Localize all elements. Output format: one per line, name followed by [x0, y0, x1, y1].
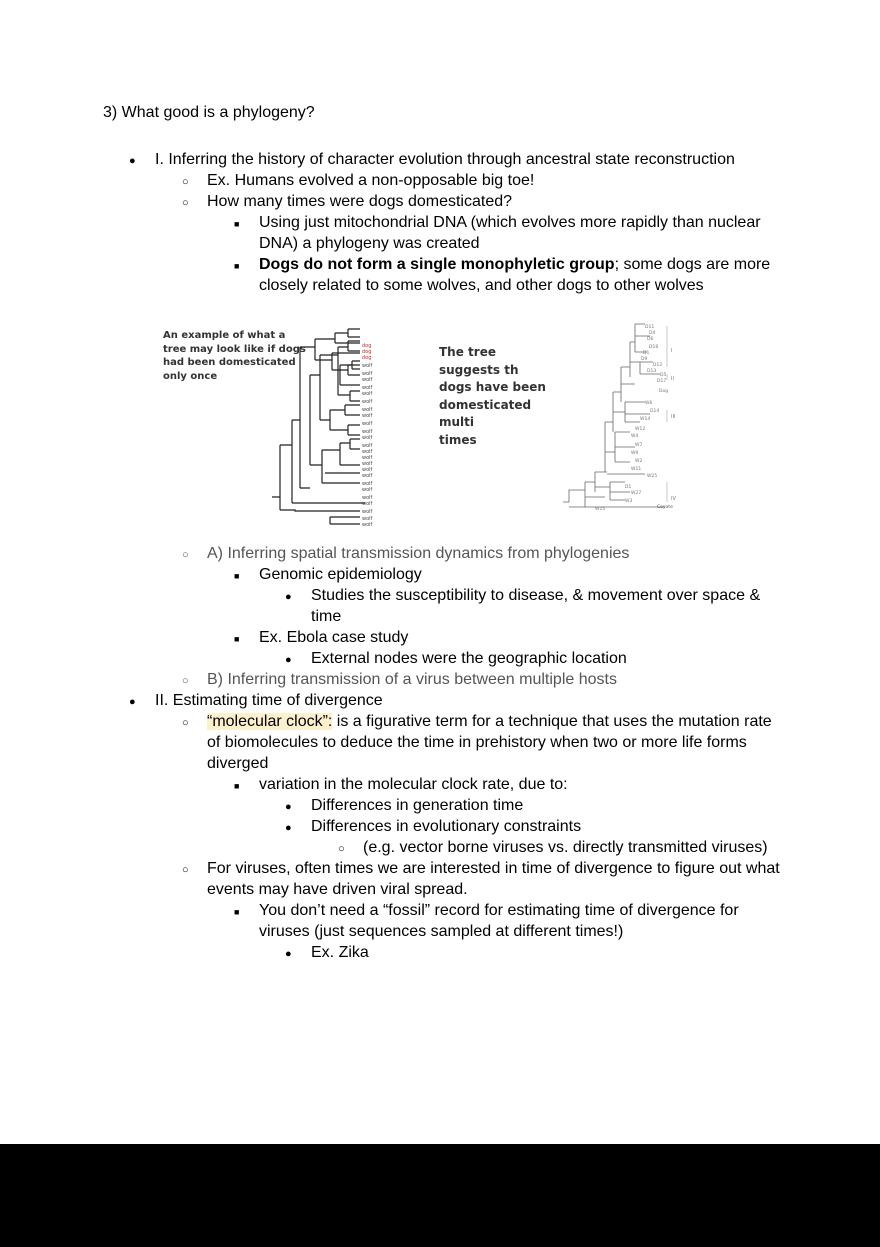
square-bullet-icon: [234, 564, 239, 587]
svg-text:D17: D17: [657, 379, 667, 384]
svg-text:wolf: wolf: [362, 399, 373, 405]
external-nodes: External nodes were the geographic location: [311, 650, 627, 667]
svg-text:W14: W14: [640, 417, 651, 422]
vector-borne-example: (e.g. vector borne viruses vs. directly transmitted viruses): [363, 839, 768, 856]
section1-itemB: B) Inferring transmission of a virus between multiple hosts: [207, 671, 617, 688]
svg-text:D12: D12: [653, 363, 663, 368]
section1-itemA: A) Inferring spatial transmission dynamics from phylogenies: [207, 545, 630, 562]
svg-text:dog: dog: [362, 343, 372, 349]
svg-text:dog: dog: [362, 349, 372, 355]
disc-bullet-icon: [285, 795, 292, 818]
svg-text:wolf: wolf: [362, 449, 373, 455]
svg-text:wolf: wolf: [362, 455, 373, 461]
svg-text:wolf: wolf: [362, 467, 373, 473]
svg-text:D4: D4: [649, 331, 656, 336]
susceptibility-line1: Studies the susceptibility to disease, & movement over space &: [311, 587, 761, 604]
disc-bullet-icon: [285, 585, 292, 608]
left-phylogeny-tree: [160, 325, 390, 530]
evolutionary-constraints: Differences in evolutionary constraints: [311, 818, 582, 835]
square-bullet-icon: [234, 254, 239, 277]
viruses-line2: events may have driven viral spread.: [207, 881, 468, 898]
circle-bullet-icon: [338, 837, 345, 860]
svg-text:W27: W27: [631, 491, 642, 496]
svg-text:wolf: wolf: [362, 429, 373, 435]
svg-text:W3: W3: [625, 499, 633, 504]
left-tree-caption: An example of what a tree may look like if dogs had been domesticated only once: [163, 330, 306, 382]
molecular-clock-highlight: “molecular clock”:: [207, 713, 333, 730]
svg-text:D13: D13: [647, 369, 657, 374]
svg-text:II: II: [671, 376, 674, 382]
circle-bullet-icon: [182, 669, 189, 692]
circle-bullet-icon: [182, 543, 189, 566]
svg-text:wolf: wolf: [362, 435, 373, 441]
square-bullet-icon: [234, 900, 239, 923]
svg-text:Coyote: Coyote: [657, 505, 673, 510]
circle-bullet-icon: [182, 858, 189, 881]
svg-text:wolf: wolf: [362, 391, 373, 397]
svg-text:IV: IV: [671, 496, 676, 502]
section2-title: II. Estimating time of divergence: [155, 692, 383, 709]
ebola-case-study: Ex. Ebola case study: [259, 629, 409, 646]
mtdna-line1: Using just mitochondrial DNA (which evolves more rapidly than nuclear: [259, 214, 761, 231]
disc-bullet-icon: [285, 816, 292, 839]
molecular-clock-line3: diverged: [207, 755, 269, 772]
svg-text:W6: W6: [645, 401, 653, 406]
svg-text:wolf: wolf: [362, 509, 373, 515]
section-heading: 3) What good is a phylogeny?: [103, 104, 315, 121]
fossil-record-line1: You don’t need a “fossil” record for estimating time of divergence for: [259, 902, 739, 919]
svg-text:W15: W15: [595, 507, 606, 512]
svg-text:D11: D11: [645, 325, 655, 330]
svg-text:D9: D9: [641, 357, 648, 362]
svg-text:W12: W12: [635, 427, 646, 432]
bottom-black-band: [0, 1144, 880, 1247]
monophyletic-line2: closely related to some wolves, and other dogs to other wolves: [259, 277, 704, 294]
disc-bullet-icon: [129, 149, 136, 172]
svg-text:D18: D18: [649, 345, 659, 350]
svg-text:I: I: [671, 348, 673, 354]
svg-text:W9: W9: [631, 451, 639, 456]
svg-text:wolf: wolf: [362, 495, 373, 501]
svg-text:wolf: wolf: [362, 522, 373, 528]
right-phylogeny-tree: [435, 322, 680, 517]
svg-text:W25: W25: [647, 474, 658, 479]
molecular-clock-line2: of biomolecules to deduce the time in prehistory when two or more life forms: [207, 734, 747, 751]
clock-rate-variation: variation in the molecular clock rate, due to:: [259, 776, 568, 793]
section1-item2: How many times were dogs domesticated?: [207, 193, 513, 210]
mtdna-line2: DNA) a phylogeny was created: [259, 235, 480, 252]
svg-text:W4: W4: [631, 434, 639, 439]
svg-text:wolf: wolf: [362, 481, 373, 487]
circle-bullet-icon: [182, 170, 189, 193]
square-bullet-icon: [234, 627, 239, 650]
svg-text:Dog: Dog: [659, 389, 669, 394]
svg-text:wolf: wolf: [362, 377, 373, 383]
svg-text:D1: D1: [625, 485, 632, 490]
molecular-clock-definition: is a figurative term for a technique that uses the mutation rate: [332, 713, 772, 730]
svg-text:D1: D1: [643, 351, 650, 356]
monophyletic-rest: ; some dogs are more: [614, 256, 771, 273]
generation-time: Differences in generation time: [311, 797, 524, 814]
svg-text:wolf: wolf: [362, 501, 373, 507]
svg-text:wolf: wolf: [362, 516, 373, 522]
svg-text:wolf: wolf: [362, 443, 373, 449]
section1-item1: Ex. Humans evolved a non-opposable big toe!: [207, 172, 535, 189]
svg-text:wolf: wolf: [362, 385, 373, 391]
svg-text:W7: W7: [635, 443, 643, 448]
square-bullet-icon: [234, 774, 239, 797]
svg-text:wolf: wolf: [362, 413, 373, 419]
circle-bullet-icon: [182, 191, 189, 214]
disc-bullet-icon: [285, 648, 292, 671]
svg-text:wolf: wolf: [362, 461, 373, 467]
susceptibility-line2: time: [311, 608, 342, 625]
fossil-record-line2: viruses (just sequences sampled at different times!): [259, 923, 624, 940]
single-domestication-tree-figure: [160, 325, 390, 530]
square-bullet-icon: [234, 212, 239, 235]
multiple-domestication-tree-figure: [435, 322, 680, 517]
monophyletic-line1: [259, 254, 770, 275]
svg-text:dog: dog: [362, 355, 372, 361]
svg-text:W2: W2: [635, 459, 643, 464]
svg-text:wolf: wolf: [362, 363, 373, 369]
section1-title: I. Inferring the history of character evolution through ancestral state reconstruction: [155, 151, 735, 168]
disc-bullet-icon: [285, 942, 292, 965]
svg-text:wolf: wolf: [362, 487, 373, 493]
svg-text:D6: D6: [647, 337, 654, 342]
svg-text:D14: D14: [650, 409, 660, 414]
svg-text:III: III: [671, 414, 676, 420]
svg-text:wolf: wolf: [362, 371, 373, 377]
svg-text:wolf: wolf: [362, 407, 373, 413]
svg-text:wolf: wolf: [362, 473, 373, 479]
zika-example: Ex. Zika: [311, 944, 369, 961]
molecular-clock-line1: [207, 711, 772, 732]
disc-bullet-icon: [129, 690, 136, 713]
svg-text:D5: D5: [660, 373, 667, 378]
viruses-line1: For viruses, often times we are interested in time of divergence to figure out what: [207, 860, 780, 877]
svg-text:W11: W11: [631, 467, 642, 472]
circle-bullet-icon: [182, 711, 189, 734]
genomic-epidemiology: Genomic epidemiology: [259, 566, 422, 583]
svg-text:wolf: wolf: [362, 421, 373, 427]
right-tree-caption: The tree suggests th dogs have been domesticated multi times: [439, 345, 546, 447]
monophyletic-bold: Dogs do not form a single monophyletic group: [259, 256, 615, 273]
